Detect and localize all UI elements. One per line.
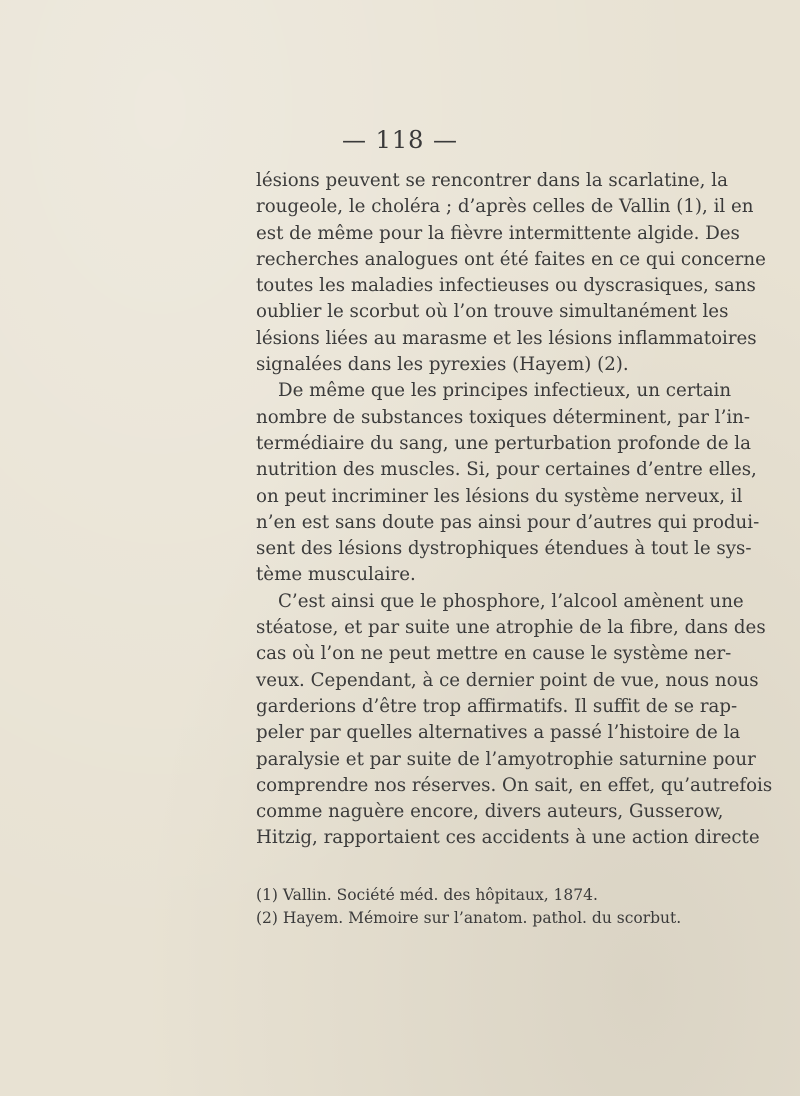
text-line: Hitzig, rapportaient ces accidents à une action directe bbox=[256, 827, 760, 849]
text-line: nutrition des muscles. Si, pour certaines d’entre elles, bbox=[256, 459, 757, 481]
text-line: termédiaire du sang, une perturbation profonde de la bbox=[256, 432, 751, 454]
footnote: (2) Hayem. Mémoire sur l’anatom. pathol. du scorbut. bbox=[256, 909, 682, 927]
text-line: toutes les maladies infectieuses ou dyscrasiques, sans bbox=[256, 275, 756, 297]
footnotes bbox=[256, 884, 716, 930]
text-line: nombre de substances toxiques déterminent, par l’in- bbox=[256, 406, 751, 428]
text-line: lésions peuvent se rencontrer dans la scarlatine, la bbox=[256, 170, 728, 191]
page-number-header: — 118 — bbox=[341, 126, 459, 154]
text-line: cas où l’on ne peut mettre en cause le système ner- bbox=[256, 643, 732, 665]
text-line: est de même pour la fièvre intermittente algide. Des bbox=[256, 222, 740, 244]
text-line: comme naguère encore, divers auteurs, Gusserow, bbox=[256, 801, 724, 823]
text-line: on peut incriminer les lésions du système nerveux, il bbox=[256, 485, 743, 507]
text-line: De même que les principes infectieux, un certain bbox=[278, 380, 732, 402]
text-line: tème musculaire. bbox=[256, 564, 416, 586]
text-line: veux. Cependant, à ce dernier point de vue, nous nous bbox=[256, 669, 759, 691]
text-line: oublier le scorbut où l’on trouve simultanément les bbox=[256, 301, 729, 323]
body-text bbox=[256, 168, 773, 852]
text-line: recherches analogues ont été faites en ce qui concerne bbox=[256, 248, 766, 270]
text-line: n’en est sans doute pas ainsi pour d’autres qui produi- bbox=[256, 511, 760, 533]
text-line: rougeole, le choléra ; d’après celles de Vallin (1), il en bbox=[256, 196, 754, 218]
text-line: comprendre nos réserves. On sait, en effet, qu’autrefois bbox=[256, 774, 773, 796]
footnote: (1) Vallin. Société méd. des hôpitaux, 1874. bbox=[256, 886, 598, 904]
text-line: sent des lésions dystrophiques étendues à tout le sys- bbox=[256, 538, 752, 560]
text-line: stéatose, et par suite une atrophie de la fibre, dans des bbox=[256, 617, 766, 639]
text-line: peler par quelles alternatives a passé l’histoire de la bbox=[256, 722, 741, 744]
text-line: paralysie et par suite de l’amyotrophie saturnine pour bbox=[256, 748, 756, 770]
text-line: C’est ainsi que le phosphore, l’alcool amènent une bbox=[278, 590, 744, 612]
text-line: lésions liées au marasme et les lésions inflammatoires bbox=[256, 327, 757, 349]
text-line: signalées dans les pyrexies (Hayem) (2). bbox=[256, 354, 629, 376]
text-line: garderions d’être trop affirmatifs. Il suffit de se rap- bbox=[256, 695, 738, 717]
